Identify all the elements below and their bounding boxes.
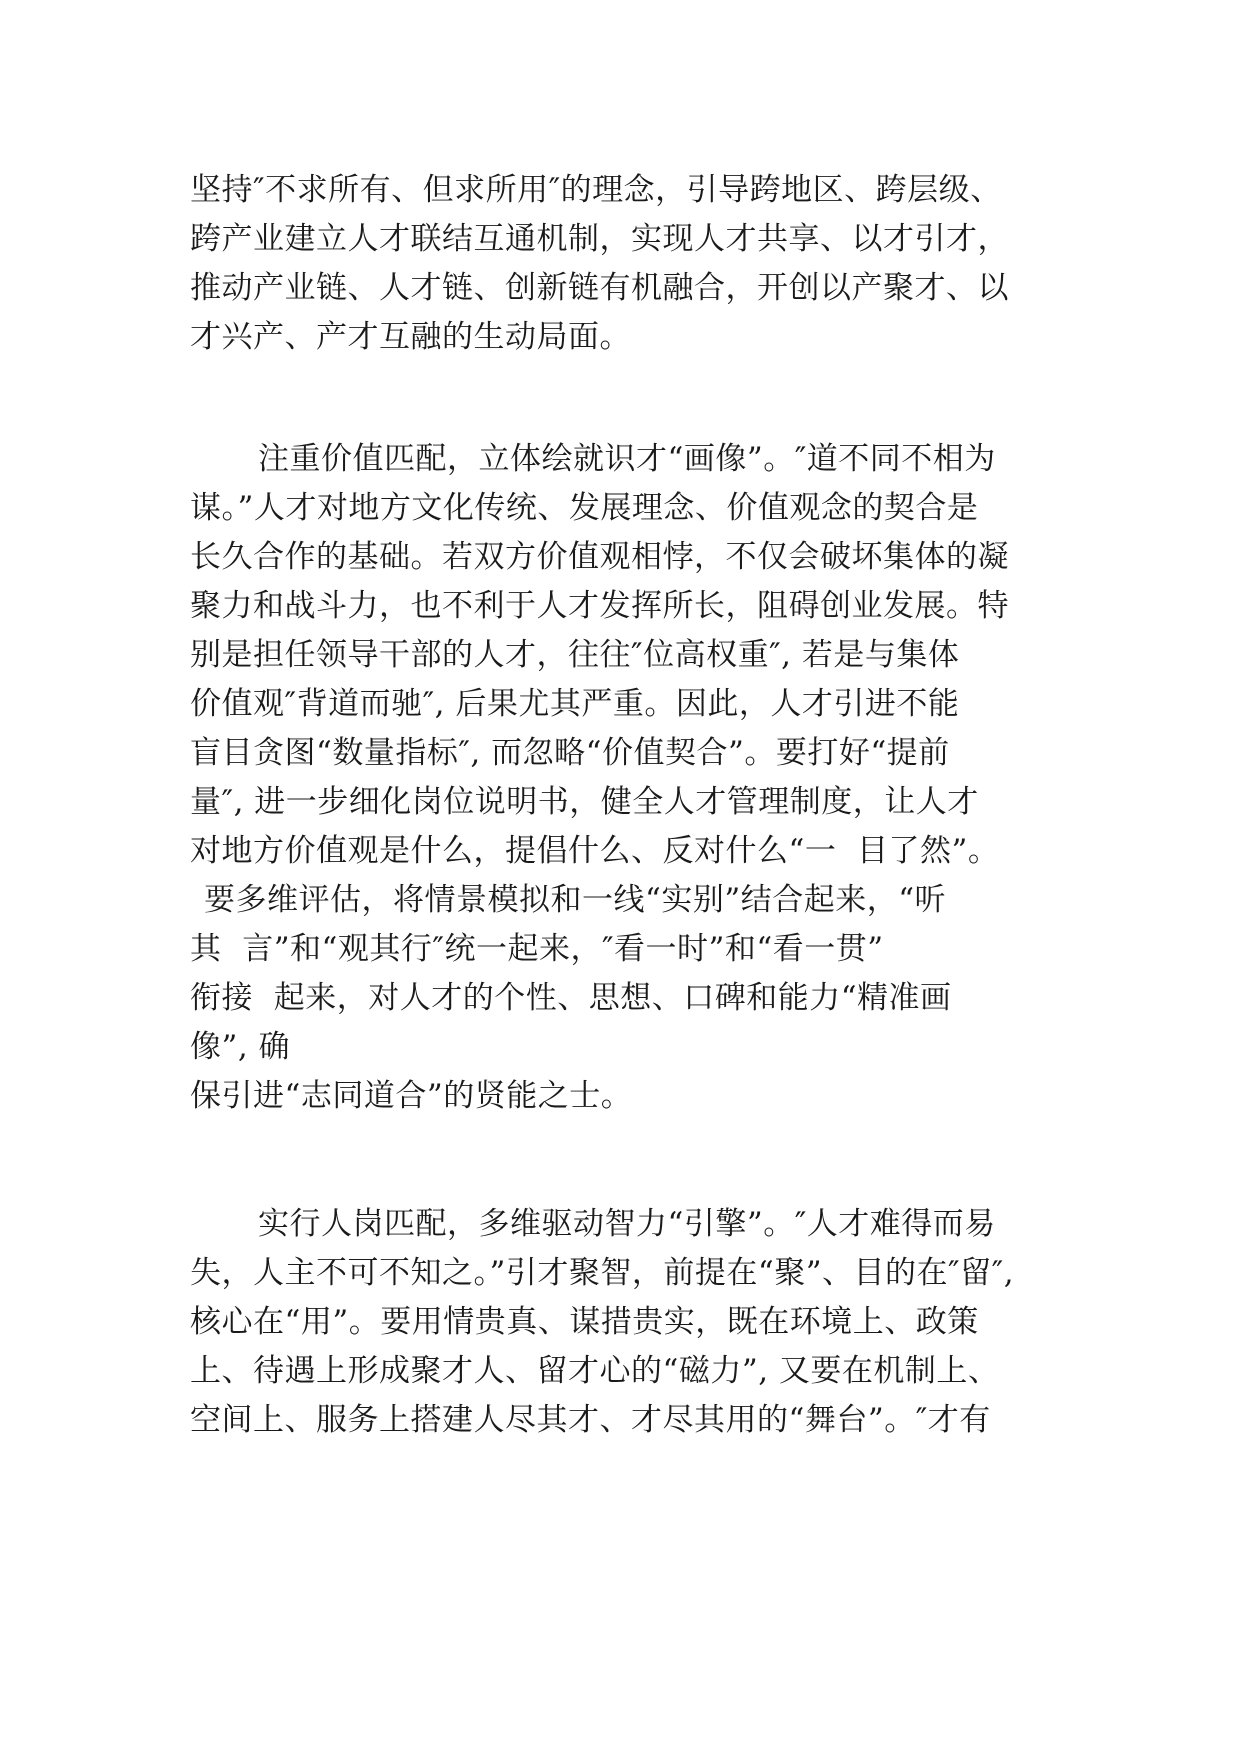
text-line: 失，人主不可不知之。”引才聚智，前提在“聚”、目的在″留″, [190,1255,1015,1291]
text-line: 实行人岗匹配，多维驱动智力“引擎”。″人才难得而易 [258,1206,996,1242]
paragraph-1 [190,166,1070,362]
text-line: 上、待遇上形成聚才人、留才心的“磁力”, 又要在机制上、 [190,1353,1000,1389]
text-line: 跨产业建立人才联结互通机制，实现人才共享、以才引才， [190,221,1009,257]
text-line: 量″, 进一步细化岗位说明书，健全人才管理制度，让人才 [190,784,979,820]
text-line: 像”, 确 [190,1029,291,1065]
text-line: 注重价值匹配，立体绘就识才“画像”。″道不同不相为 [258,441,996,477]
text-line: 空间上、服务上搭建人尽其才、才尽其用的“舞台”。″才有 [190,1402,991,1438]
text-line: 要多维评估，将情景模拟和一线“实别”结合起来，“听 [204,882,947,918]
text-line: 聚力和战斗力，也不利于人才发挥所长，阻碍创业发展。特 [190,588,1009,624]
text-line: 长久合作的基础。若双方价值观相悖，不仅会破坏集体的凝 [190,539,1009,575]
text-line: 价值观″背道而驰″, 后果尤其严重。因此，人才引进不能 [190,686,960,722]
text-line: 别是担任领导干部的人才，往往″位高权重″, 若是与集体 [190,637,960,673]
text-line: 保引进“志同道合”的贤能之士。 [190,1078,633,1114]
text-line: 谋。”人才对地方文化传统、发展理念、价值观念的契合是 [190,490,979,526]
text-line: 坚持″不求所有、但求所用″的理念，引导跨地区、跨层级、 [190,172,1002,208]
text-line: 盲目贪图“数量指标″, 而忽略“价值契合”。要打好“提前 [190,735,950,771]
text-line: 对地方价值观是什么，提倡什么、反对什么“一 目了然”。 [190,833,1000,869]
text-line: 其 言”和“观其行″统一起来，″看一时”和“看一贯” [190,931,884,967]
text-line: 核心在“用”。要用情贵真、谋措贵实，既在环境上、政策 [190,1304,979,1340]
text-line: 推动产业链、人才链、创新链有机融合，开创以产聚才、以 [190,270,1009,306]
paragraph-2 [190,435,1070,1121]
paragraph-3 [190,1200,1070,1445]
text-line: 衔接 起来，对人才的个性、思想、口碑和能力“精准画 [190,980,952,1016]
text-line: 才兴产、产才互融的生动局面。 [190,319,631,355]
